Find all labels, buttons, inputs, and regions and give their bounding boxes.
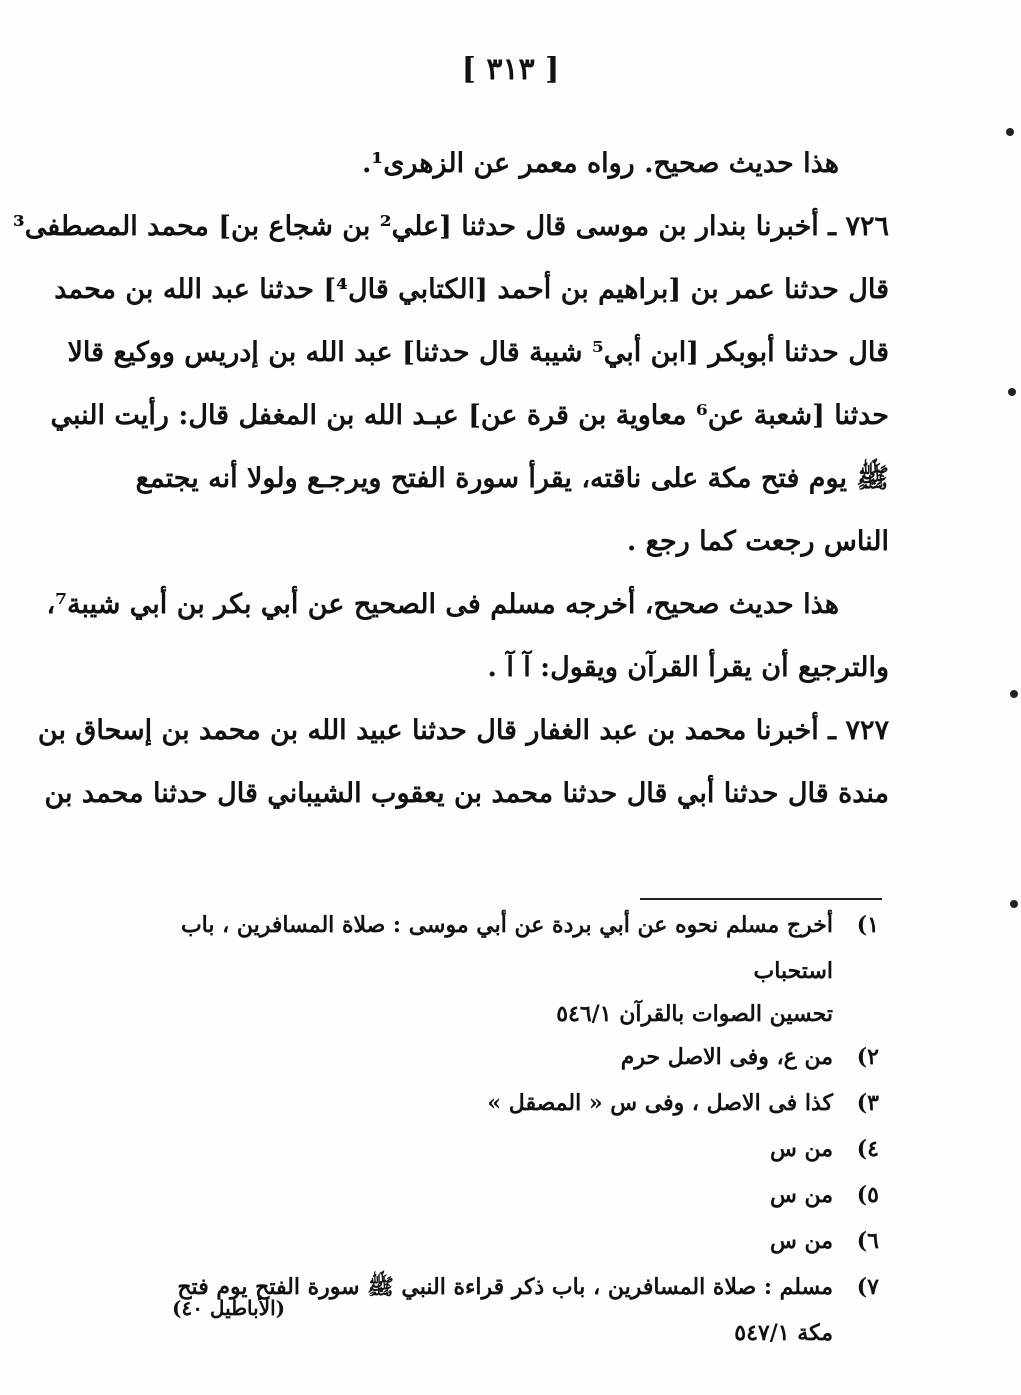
text-line: هذا حديث صحيح، أخرجه مسلم فى الصحيح عن أبي بكر بن أبي شيبة⁷، [46, 589, 839, 620]
scan-speck [1006, 128, 1014, 136]
footnote-text: من س [769, 1228, 833, 1254]
page-number: [ ٣١٣ ] [461, 52, 560, 87]
footnote-text: من ع، وفى الاصل حرم [620, 1044, 833, 1070]
scan-speck [1010, 690, 1018, 698]
footnote [159, 1034, 879, 1080]
footnotes [159, 902, 879, 1356]
footnote-number: ٧) [856, 1274, 879, 1300]
text-line: ٧٢٧ ـ أخبرنا محمد بن عبد الغفار قال حدثنا عبيد الله بن محمد بن إسحاق بن [37, 715, 889, 746]
footnote-number: ٦) [856, 1228, 879, 1254]
footnote-number: ٢) [856, 1044, 879, 1070]
footnote-text: من س [769, 1136, 833, 1162]
footnote-divider [640, 898, 882, 900]
text-line: قال حدثنا عمر بن [براهيم بن أحمد [الكتابي قال⁴] حدثنا عبد الله بن محمد [54, 274, 889, 305]
text-line: والترجيع أن يقرأ القرآن ويقول: آ آ . [487, 652, 889, 683]
footnote-text: كذا فى الاصل ، وفى س « المصقل » [487, 1090, 833, 1116]
footnote-number: ٤) [856, 1136, 879, 1162]
scan-speck [1008, 388, 1016, 396]
footnote-number: ٥) [856, 1182, 879, 1208]
scan-speck [1010, 900, 1018, 908]
footnote-text: من س [769, 1182, 833, 1208]
text-line: ﷺ يوم فتح مكة على ناقته، يقرأ سورة الفتح ويرجـع ولولا أنه يجتمع [135, 463, 889, 494]
text-line: مندة قال حدثنا أبي قال حدثنا محمد بن يعقوب الشيباني قال حدثنا محمد بن [44, 778, 889, 809]
text-line: حدثنا [شعبة عن⁶ معاوية بن قرة عن] عبـد الله بن المغفل قال: رأيت النبي [50, 400, 889, 431]
footnote-text: أخرج مسلم نحوه عن أبي بردة عن أبي موسى : صلاة المسافرين ، باب استحباب [180, 912, 833, 984]
footnote-number: ١) [856, 912, 879, 938]
text-line: الناس رجعت كما رجع . [626, 526, 889, 557]
footnote [159, 1172, 879, 1218]
page-footer-note: (الأباطيل ٤٠) [172, 1296, 286, 1320]
footnote [159, 1218, 879, 1264]
footnote [159, 902, 879, 1034]
footnote-text: مسلم : صلاة المسافرين ، باب ذكر قراءة النبي ﷺ سورة الفتح يوم فتح مكة ٥٤٧/١ [177, 1274, 833, 1346]
text-line: قال حدثنا أبوبكر [ابن أبي⁵ شيبة قال حدثنا] عبد الله بن إدريس ووكيع قالا [67, 337, 889, 368]
text-line: هذا حديث صحيح. رواه معمر عن الزهرى¹. [361, 148, 839, 179]
footnote [159, 1080, 879, 1126]
text-line: ٧٢٦ ـ أخبرنا بندار بن موسى قال حدثنا [علي² بن شجاع بن] محمد المصطفى³ [12, 211, 889, 242]
footnote-number: ٣) [856, 1090, 879, 1116]
footnote-text-continued: تحسين الصوات بالقرآن ٥٤٦/١ [556, 1001, 833, 1027]
main-text [12, 132, 889, 825]
footnote [159, 1126, 879, 1172]
